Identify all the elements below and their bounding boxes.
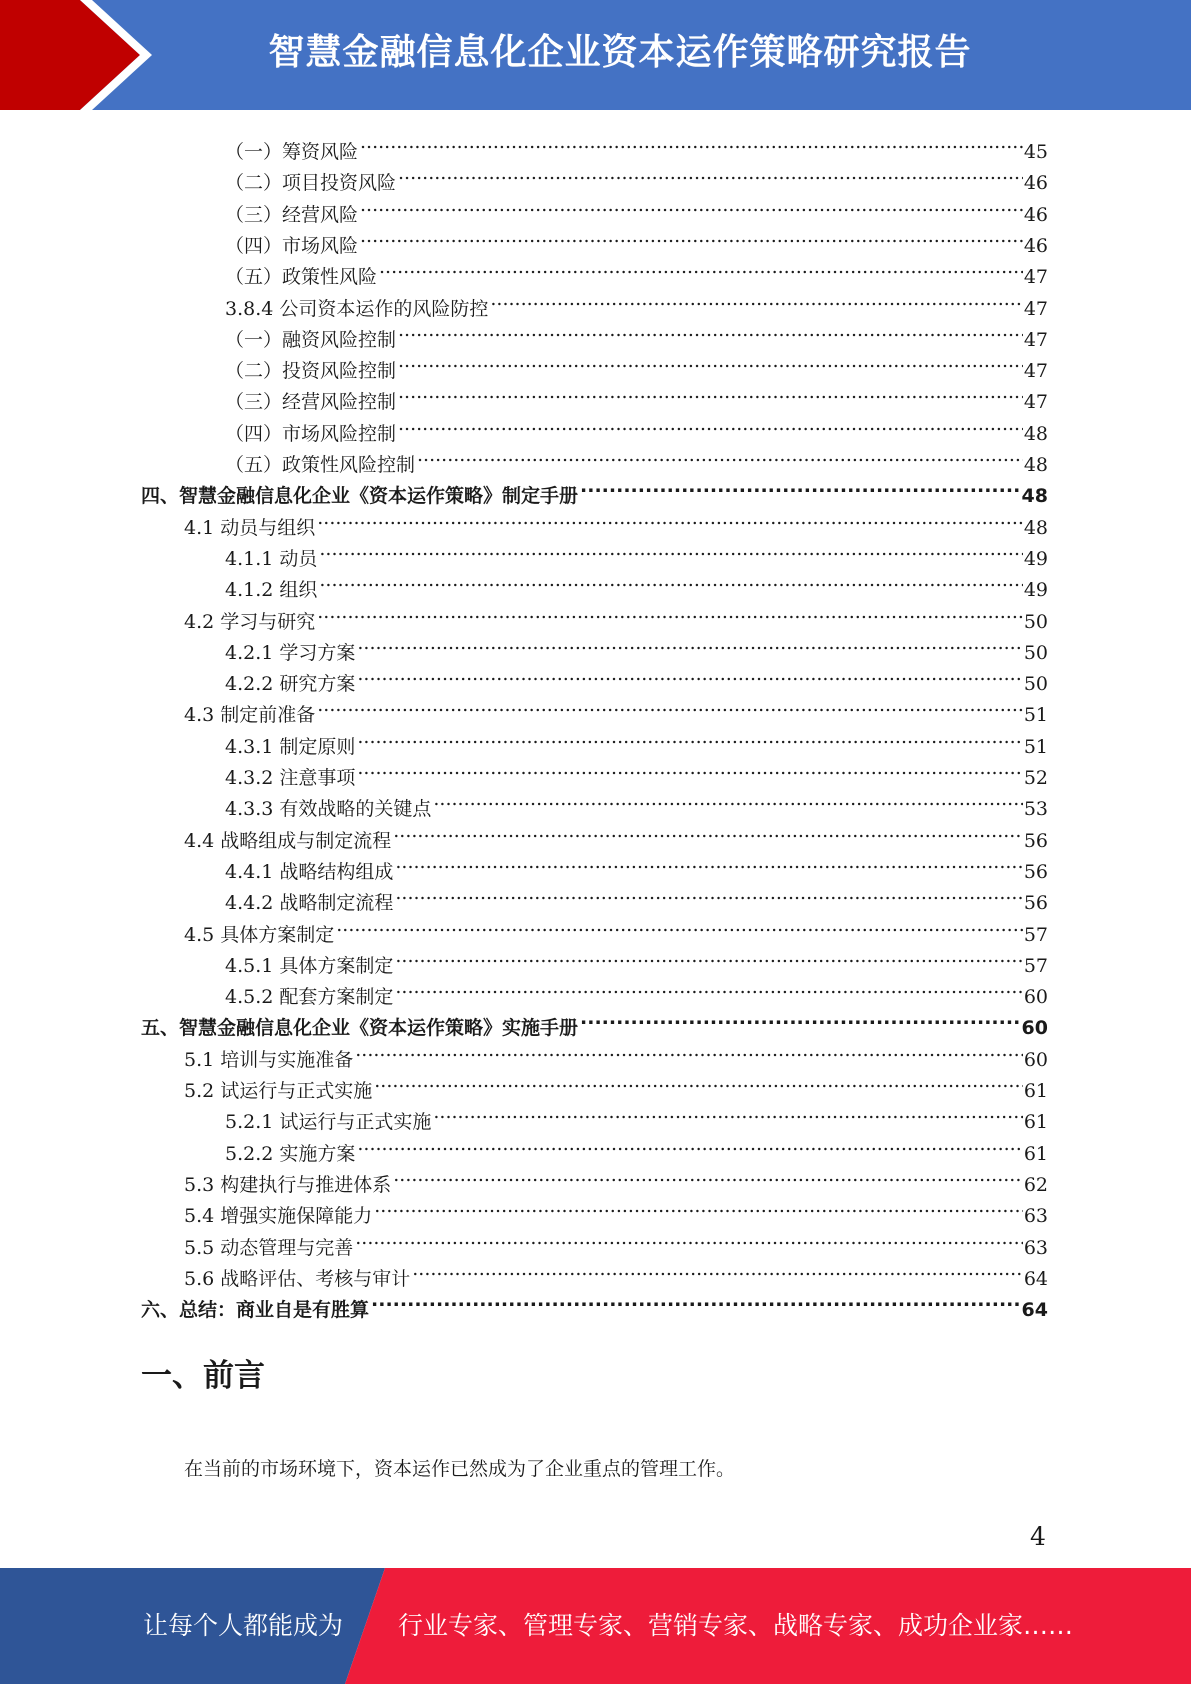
toc-leader-dots: [355, 1035, 1023, 1066]
toc-leader-dots: [395, 941, 1022, 972]
toc-entry[interactable]: [225, 190, 1048, 226]
toc-entry[interactable]: [225, 315, 1048, 351]
toc-entry-label: 4.4 战略组成与制定流程: [184, 829, 392, 852]
toc-entry[interactable]: [225, 252, 1048, 289]
toc-entry-label: 四、智慧金融信息化企业《资本运作策略》制定手册: [141, 485, 579, 508]
toc-entry-page: 60: [1021, 1017, 1048, 1040]
section-title: 一、前言: [141, 1358, 265, 1394]
toc-entry[interactable]: [184, 597, 1048, 633]
toc-entry-page: 62: [1023, 1173, 1048, 1196]
toc-entry-label: （一）融资风险控制: [225, 328, 397, 351]
toc-entry-page: 60: [1023, 1048, 1048, 1071]
toc-entry-label: 4.5.1 具体方案制定: [225, 954, 394, 977]
toc-leader-dots: [398, 315, 1023, 346]
toc-entry[interactable]: [184, 1223, 1048, 1259]
toc-entry[interactable]: [141, 471, 1048, 508]
toc-entry-label: 5.1 培训与实施准备: [184, 1048, 354, 1071]
toc-entry-label: 五、智慧金融信息化企业《资本运作策略》实施手册: [141, 1017, 579, 1040]
toc-entry-label: 5.6 战略评估、考核与审计: [184, 1267, 411, 1290]
toc-entry-label: 4.3.3 有效战略的关键点: [225, 798, 432, 821]
toc-entry[interactable]: [225, 1097, 1048, 1134]
toc-entry[interactable]: [225, 409, 1048, 445]
toc-entry-page: 48: [1023, 422, 1048, 445]
body-paragraph: 在当前的市场环境下，资本运作已然成为了企业重点的管理工作。: [184, 1458, 736, 1480]
toc-entry-label: 5.2.1 试运行与正式实施: [225, 1111, 432, 1134]
toc-entry-page: 57: [1023, 923, 1048, 946]
page-number: 4: [1030, 1522, 1046, 1551]
toc-leader-dots: [360, 221, 1023, 252]
toc-entry[interactable]: [225, 127, 1048, 163]
toc-entry-page: 50: [1023, 641, 1048, 664]
toc-entry-page: 52: [1023, 767, 1048, 789]
toc-entry[interactable]: [225, 440, 1048, 476]
toc-leader-dots: [317, 597, 1023, 628]
toc-entry-page: 61: [1023, 1111, 1048, 1134]
toc-entry-page: 64: [1021, 1299, 1048, 1322]
toc-entry-label: （三）经营风险控制: [225, 391, 397, 414]
toc-entry-label: 5.2 试运行与正式实施: [184, 1080, 373, 1102]
toc-entry[interactable]: [225, 941, 1048, 977]
toc-entry[interactable]: [225, 284, 1048, 320]
toc-entry-page: 48: [1023, 454, 1048, 476]
toc-leader-dots: [580, 1003, 1021, 1034]
header-title: 智慧金融信息化企业资本运作策略研究报告: [268, 32, 972, 73]
toc-entry-label: 4.5.2 配套方案制定: [225, 986, 394, 1009]
toc-leader-dots: [357, 628, 1022, 659]
toc-leader-dots: [417, 440, 1023, 471]
toc-entry[interactable]: [225, 377, 1048, 414]
toc-leader-dots: [393, 1160, 1023, 1191]
toc-entry[interactable]: [184, 503, 1048, 539]
toc-leader-dots: [398, 346, 1023, 377]
toc-leader-dots: [319, 565, 1022, 596]
toc-entry[interactable]: [184, 1254, 1048, 1290]
toc-entry[interactable]: [184, 1191, 1048, 1228]
toc-leader-dots: [357, 753, 1022, 784]
toc-entry-label: 5.2.2 实施方案: [225, 1142, 356, 1165]
toc-entry[interactable]: [225, 221, 1048, 257]
toc-entry[interactable]: [225, 1129, 1048, 1165]
toc-entry-label: 4.4.1 战略结构组成: [225, 860, 394, 883]
toc-entry-page: 47: [1023, 266, 1048, 289]
toc-entry[interactable]: [225, 534, 1048, 570]
toc-entry-page: 47: [1023, 328, 1048, 351]
toc-leader-dots: [393, 816, 1023, 847]
toc-entry-page: 56: [1023, 860, 1048, 883]
toc-entry[interactable]: [184, 910, 1048, 946]
toc-leader-dots: [360, 127, 1023, 158]
toc-leader-dots: [371, 1285, 1021, 1316]
toc-entry-page: 63: [1023, 1236, 1048, 1259]
toc-entry-label: 5.5 动态管理与完善: [184, 1236, 354, 1259]
toc-entry[interactable]: [184, 1066, 1048, 1102]
toc-leader-dots: [398, 377, 1023, 408]
footer-slogan-left: 让每个人都能成为: [143, 1611, 344, 1640]
toc-leader-dots: [360, 190, 1023, 221]
toc-entry-page: 56: [1023, 892, 1048, 915]
toc-entry-page: 53: [1023, 798, 1048, 821]
toc-entry-label: （四）市场风险: [225, 234, 359, 257]
toc-leader-dots: [398, 409, 1023, 440]
toc-entry-page: 56: [1023, 829, 1048, 852]
toc-entry-page: 49: [1023, 579, 1048, 602]
toc-entry[interactable]: [225, 972, 1048, 1009]
toc-entry-label: （二）投资风险控制: [225, 360, 397, 383]
toc-entry-label: 4.3.2 注意事项: [225, 767, 356, 789]
toc-entry-label: （一）筹资风险: [225, 141, 359, 163]
toc-entry-label: （二）项目投资风险: [225, 172, 397, 195]
toc-entry-label: 4.2.2 研究方案: [225, 673, 356, 696]
toc-entry[interactable]: [225, 878, 1048, 915]
toc-leader-dots: [379, 252, 1023, 283]
footer-slogan-right: 行业专家、管理专家、营销专家、战略专家、成功企业家……: [398, 1611, 1074, 1640]
toc-entry-label: 4.1.1 动员: [225, 547, 318, 570]
toc-leader-dots: [395, 972, 1022, 1003]
toc-entry-page: 49: [1023, 547, 1048, 570]
toc-entry-label: 5.3 构建执行与推进体系: [184, 1173, 392, 1196]
toc-entry-page: 50: [1023, 673, 1048, 696]
toc-entry-label: 4.3 制定前准备: [184, 704, 316, 727]
toc-entry[interactable]: [184, 1160, 1048, 1196]
toc-entry[interactable]: [225, 628, 1048, 664]
toc-entry[interactable]: [225, 659, 1048, 696]
toc-entry[interactable]: [225, 565, 1048, 602]
toc-entry[interactable]: [141, 1003, 1048, 1040]
toc-leader-dots: [336, 910, 1023, 941]
toc-entry-page: 63: [1023, 1205, 1048, 1228]
toc-leader-dots: [317, 503, 1023, 534]
toc-entry[interactable]: [184, 690, 1048, 727]
toc-leader-dots: [395, 878, 1022, 909]
toc-entry[interactable]: [141, 1285, 1048, 1322]
toc-leader-dots: [317, 690, 1023, 721]
toc-entry-page: 45: [1023, 141, 1048, 163]
toc-entry-label: 六、总结：商业自是有胜算: [141, 1299, 370, 1322]
toc-entry-page: 46: [1023, 172, 1048, 195]
toc-entry[interactable]: [184, 816, 1048, 852]
toc-entry-page: 51: [1023, 704, 1048, 727]
toc-leader-dots: [395, 847, 1022, 878]
toc-leader-dots: [357, 1129, 1022, 1160]
toc-leader-dots: [374, 1191, 1023, 1222]
toc-entry-page: 61: [1023, 1142, 1048, 1165]
toc-leader-dots: [357, 722, 1022, 753]
toc-leader-dots: [580, 471, 1021, 502]
toc-entry-page: 64: [1023, 1267, 1048, 1290]
toc-entry[interactable]: [225, 346, 1048, 383]
toc-entry-page: 46: [1023, 203, 1048, 226]
toc-leader-dots: [374, 1066, 1023, 1097]
toc-leader-dots: [433, 784, 1022, 815]
toc-entry-page: 57: [1023, 954, 1048, 977]
toc-entry[interactable]: [225, 847, 1048, 883]
toc-entry-page: 47: [1023, 391, 1048, 414]
toc-entry[interactable]: [225, 158, 1048, 195]
toc-entry-label: （五）政策性风险控制: [225, 454, 416, 476]
toc-entry-label: 4.2 学习与研究: [184, 610, 316, 633]
toc-entry-label: （五）政策性风险: [225, 266, 378, 289]
toc-entry-page: 50: [1023, 610, 1048, 633]
toc-entry-label: 3.8.4 公司资本运作的风险防控: [225, 297, 489, 320]
page-header: [0, 0, 1191, 110]
toc-entry-label: 4.2.1 学习方案: [225, 641, 356, 664]
toc-entry-label: 4.5 具体方案制定: [184, 923, 335, 946]
toc-entry-page: 46: [1023, 234, 1048, 257]
toc-entry-label: （四）市场风险控制: [225, 422, 397, 445]
toc-entry[interactable]: [225, 753, 1048, 789]
toc-leader-dots: [357, 659, 1022, 690]
toc-entry-page: 60: [1023, 986, 1048, 1009]
toc-entry-label: 4.3.1 制定原则: [225, 735, 356, 758]
toc-entry-page: 47: [1023, 360, 1048, 383]
toc-entry-label: （三）经营风险: [225, 203, 359, 226]
toc-entry-page: 51: [1023, 735, 1048, 758]
toc-entry-page: 47: [1023, 297, 1048, 320]
toc-leader-dots: [355, 1223, 1023, 1254]
toc-entry[interactable]: [225, 722, 1048, 758]
toc-leader-dots: [433, 1097, 1022, 1128]
toc-leader-dots: [490, 284, 1022, 315]
toc-entry-label: 4.1 动员与组织: [184, 516, 316, 539]
toc-leader-dots: [398, 158, 1023, 189]
toc-entry-label: 5.4 增强实施保障能力: [184, 1205, 373, 1228]
toc-entry[interactable]: [225, 784, 1048, 821]
toc-leader-dots: [412, 1254, 1023, 1285]
toc-entry[interactable]: [184, 1035, 1048, 1071]
toc-entry-page: 48: [1023, 516, 1048, 539]
toc-entry-label: 4.4.2 战略制定流程: [225, 892, 394, 915]
toc-entry-page: 61: [1023, 1080, 1048, 1102]
toc-entry-label: 4.1.2 组织: [225, 579, 318, 602]
toc-leader-dots: [319, 534, 1022, 565]
page-footer: [0, 1568, 1191, 1684]
toc-entry-page: 48: [1021, 485, 1048, 508]
